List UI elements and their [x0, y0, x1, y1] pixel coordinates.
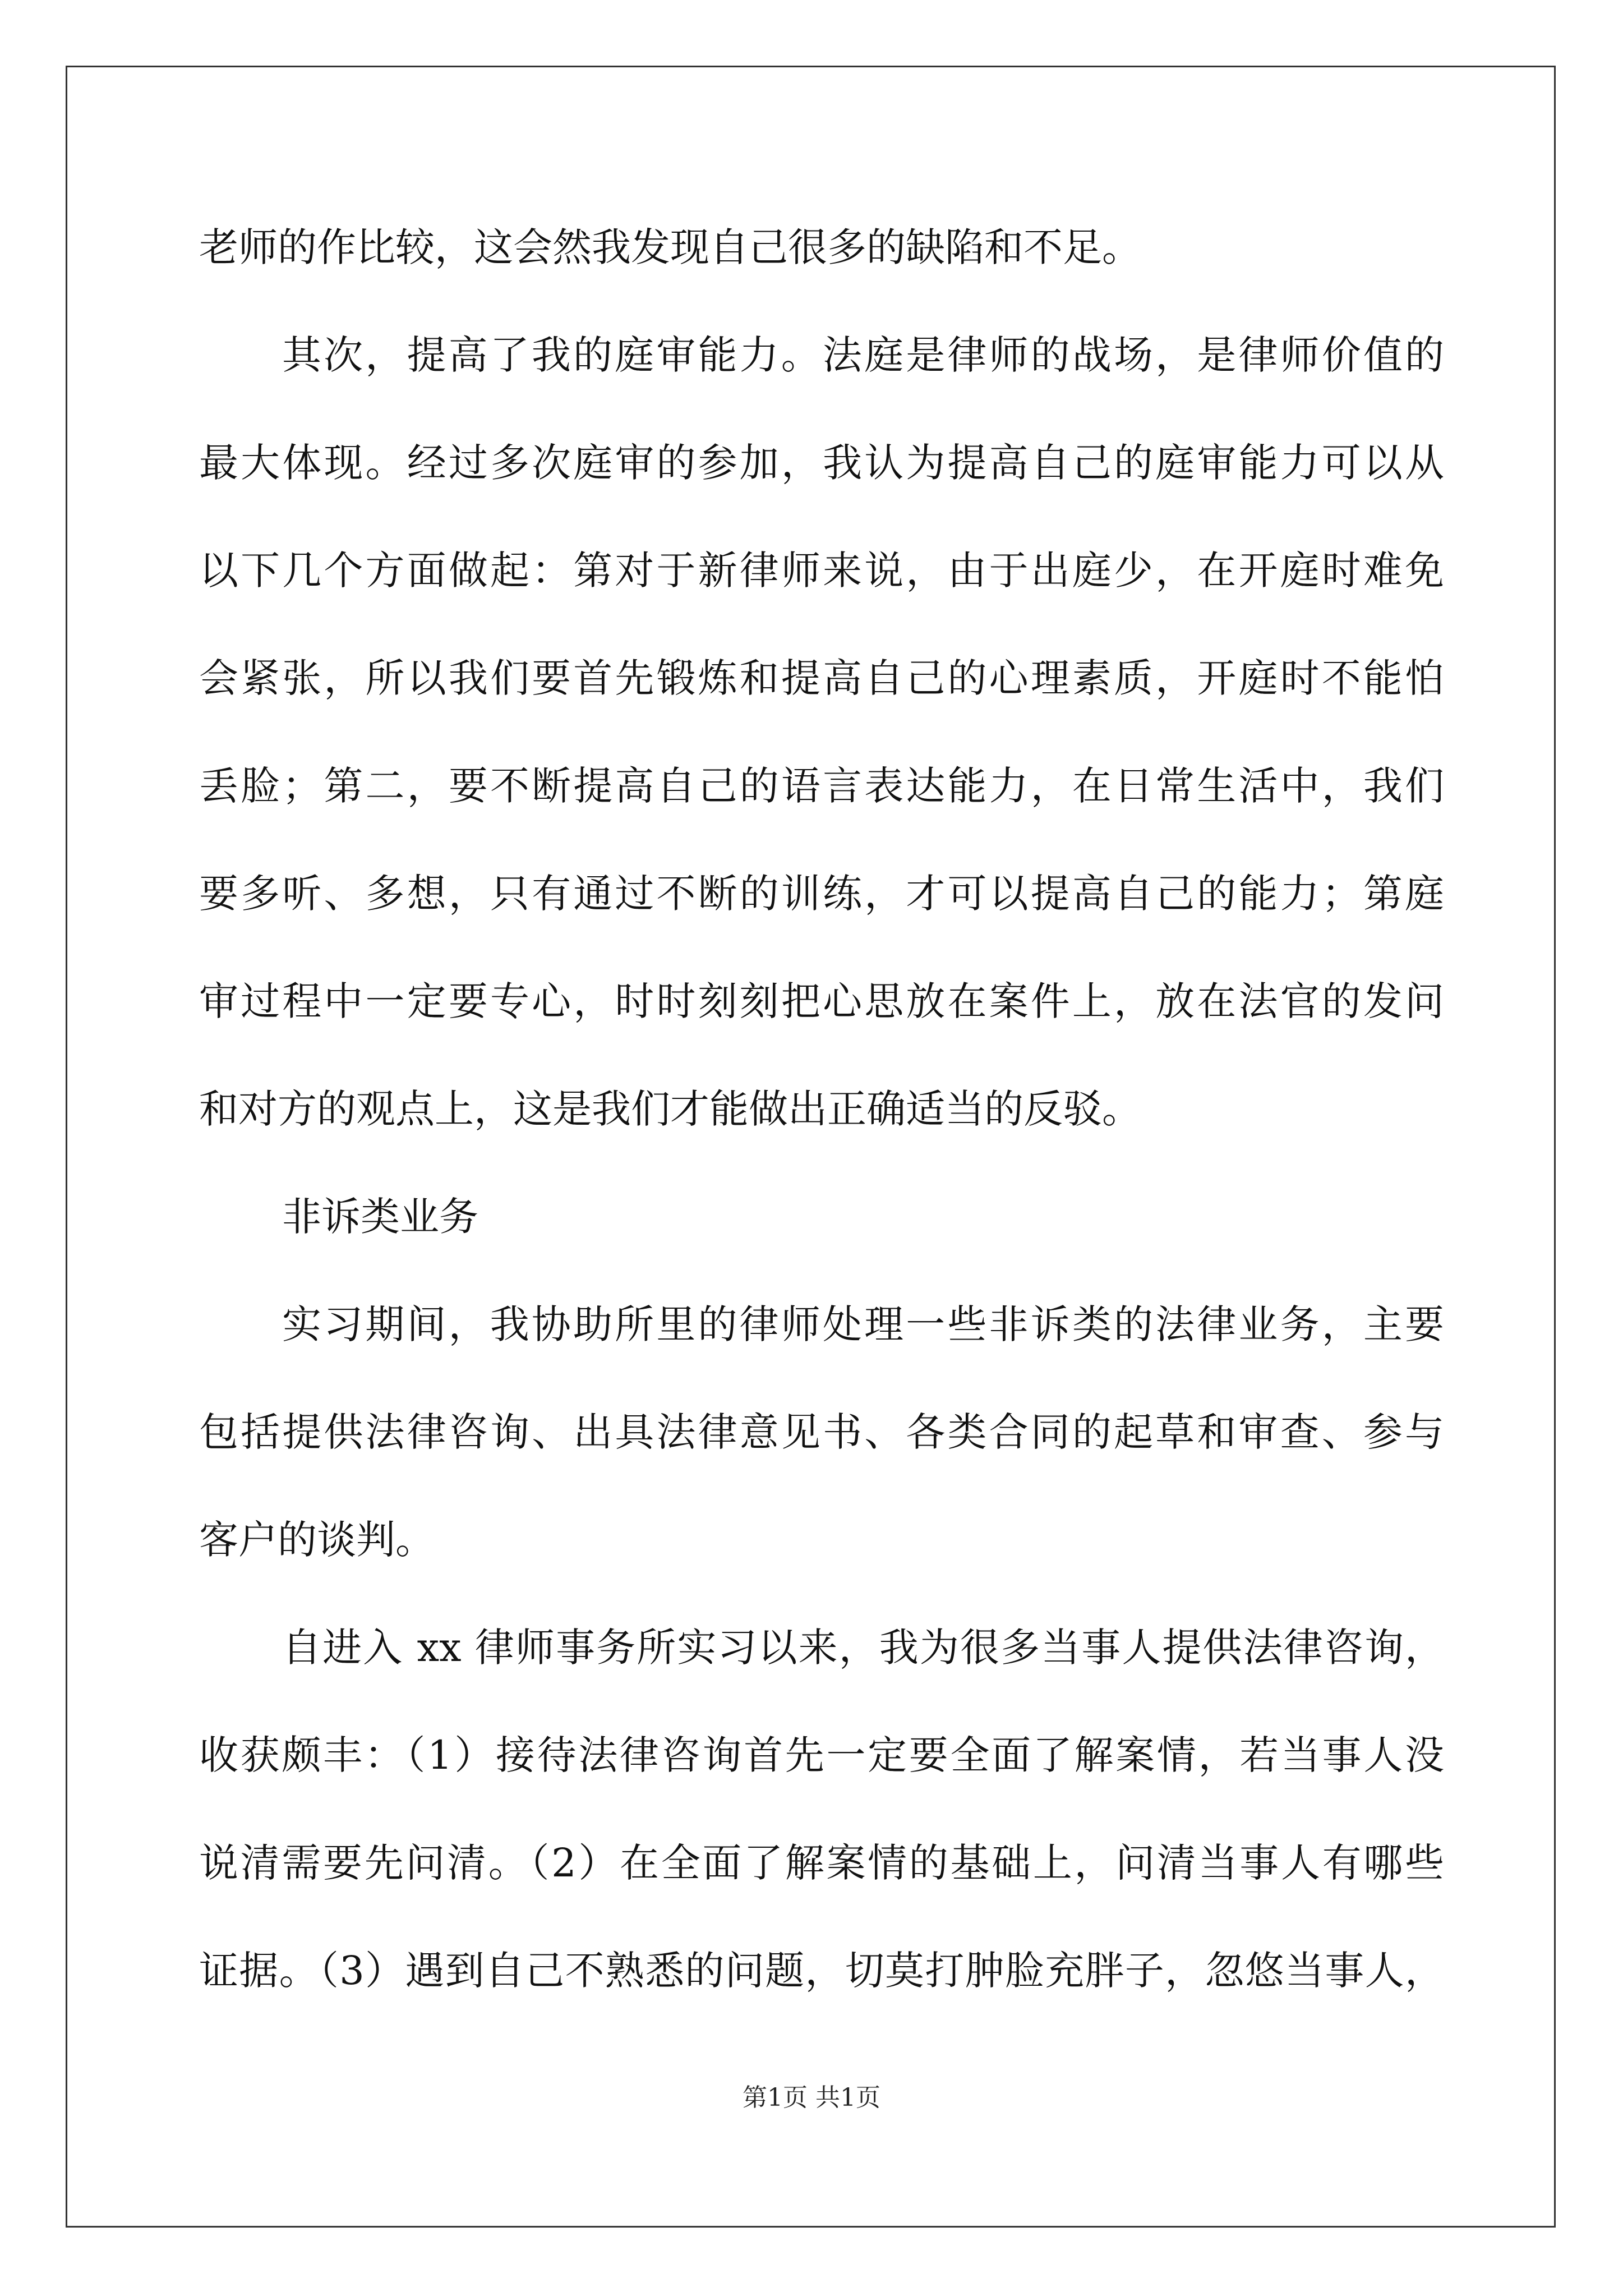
paragraph-first-line: 实习期间，我协助所里的律师处理一些非诉类的法律业务，主要	[282, 1301, 1444, 1347]
text-line: 收获颇丰：（1）接待法律咨询首先一定要全面了解案情，若当事人没	[199, 1732, 1444, 1778]
text-line: 丢脸；第二，要不断提高自己的语言表达能力，在日常生活中，我们	[199, 763, 1444, 809]
text-line: 包括提供法律咨询、出具法律意见书、各类合同的起草和审查、参与	[199, 1409, 1444, 1455]
text-line: 以下几个方面做起：第对于新律师来说，由于出庭少，在开庭时难免	[199, 547, 1444, 593]
text-line: 审过程中一定要专心，时时刻刻把心思放在案件上，放在法官的发问	[199, 978, 1444, 1024]
text-line: 最大体现。经过多次庭审的参加，我认为提高自己的庭审能力可以从	[199, 440, 1444, 486]
text-line: 和对方的观点上，这是我们才能做出正确适当的反驳。	[199, 1086, 1141, 1132]
text-line: 老师的作比较，这会然我发现自己很多的缺陷和不足。	[199, 224, 1141, 270]
text-line: 会紧张，所以我们要首先锻炼和提高自己的心理素质，开庭时不能怕	[199, 655, 1444, 701]
text-line: 说清需要先问清。（2）在全面了解案情的基础上，问清当事人有哪些	[199, 1840, 1444, 1886]
text-line: 证据。（3）遇到自己不熟悉的问题，切莫打肿脸充胖子，忽悠当事人，	[199, 1948, 1444, 1994]
page-number-footer: 第1页 共1页	[743, 2083, 880, 2112]
paragraph-first-line: 自进入 xx 律师事务所实习以来，我为很多当事人提供法律咨询，	[282, 1625, 1444, 1671]
section-heading: 非诉类业务	[282, 1194, 478, 1240]
text-line: 要多听、多想，只有通过不断的训练，才可以提高自己的能力；第庭	[199, 871, 1444, 917]
paragraph-first-line: 其次，提高了我的庭审能力。法庭是律师的战场，是律师价值的	[282, 332, 1444, 378]
text-line: 客户的谈判。	[199, 1517, 435, 1563]
document-body	[199, 194, 1444, 2024]
